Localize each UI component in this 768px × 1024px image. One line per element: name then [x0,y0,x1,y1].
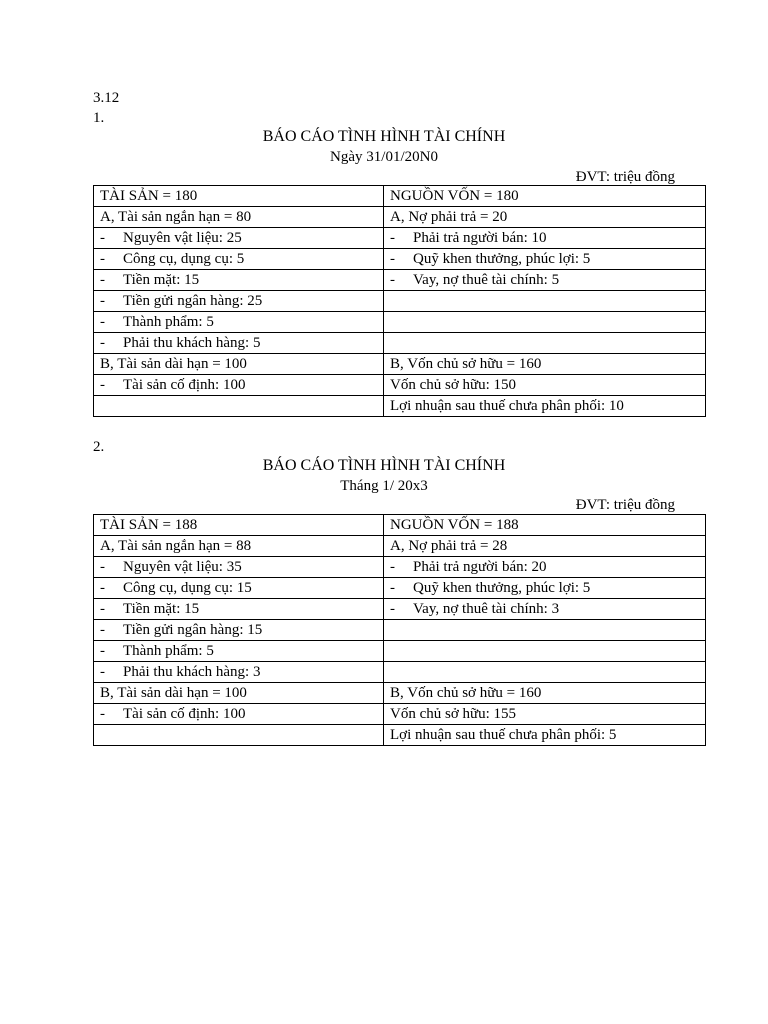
owner-equity: B, Vốn chủ sở hữu = 160 [384,683,706,704]
table-row [94,249,706,270]
table-row [94,228,706,249]
table-row [94,270,706,291]
dash-bullet: - [100,705,105,722]
liabilities: A, Nợ phải trả = 20 [384,207,706,228]
dash-bullet: - [100,334,105,351]
dash-bullet: - [100,579,105,596]
asset-item: Tài sản cố định: 100 [123,376,246,393]
asset-item: Phải thu khách hàng: 3 [123,663,261,680]
asset-item: Tiền mặt: 15 [123,600,200,617]
empty-cell [384,333,706,354]
empty-cell [384,312,706,333]
report-2-balance-table [93,514,706,746]
empty-cell [384,291,706,312]
liability-item: Quỹ khen thưởng, phúc lợi: 5 [413,579,591,596]
table-row [94,186,706,207]
table-row [94,515,706,536]
long-term-assets: B, Tài sản dài hạn = 100 [94,683,384,704]
long-term-assets: B, Tài sản dài hạn = 100 [94,354,384,375]
exercise-number: 3.12 [93,90,120,106]
table-row [94,662,706,683]
equity-item: Lợi nhuận sau thuế chưa phân phối: 5 [384,725,706,746]
dash-bullet: - [100,313,105,330]
report-1-balance-table [93,185,706,417]
dash-bullet: - [100,663,105,680]
table-row [94,725,706,746]
liability-item: Phải trả người bán: 20 [413,558,547,575]
empty-cell [384,641,706,662]
report-1-number: 1. [93,110,105,126]
dash-bullet: - [100,621,105,638]
assets-total: TÀI SẢN = 180 [94,186,384,207]
report-1-unit: ĐVT: triệu đồng [575,169,675,185]
assets-total: TÀI SẢN = 188 [94,515,384,536]
empty-cell [94,396,384,417]
report-1-title: BÁO CÁO TÌNH HÌNH TÀI CHÍNH [262,128,506,145]
dash-bullet: - [390,271,395,288]
asset-item: Thành phẩm: 5 [123,642,214,659]
dash-bullet: - [390,579,395,596]
asset-item: Thành phẩm: 5 [123,313,214,330]
equity-item: Lợi nhuận sau thuế chưa phân phối: 10 [384,396,706,417]
table-row [94,354,706,375]
asset-item: Tài sản cố định: 100 [123,705,246,722]
capital-total: NGUỒN VỐN = 188 [384,515,706,536]
report-2-title: BÁO CÁO TÌNH HÌNH TÀI CHÍNH [262,457,506,474]
dash-bullet: - [390,600,395,617]
dash-bullet: - [100,600,105,617]
asset-item: Công cụ, dụng cụ: 15 [123,579,252,596]
table-row [94,578,706,599]
table-row [94,207,706,228]
liabilities: A, Nợ phải trả = 28 [384,536,706,557]
table-row [94,683,706,704]
table-row [94,291,706,312]
liability-item: Phải trả người bán: 10 [413,229,547,246]
dash-bullet: - [100,376,105,393]
report-2-unit: ĐVT: triệu đồng [575,497,675,513]
asset-item: Nguyên vật liệu: 25 [123,229,242,246]
short-term-assets: A, Tài sản ngắn hạn = 80 [94,207,384,228]
liability-item: Vay, nợ thuê tài chính: 3 [413,600,560,617]
table-row [94,536,706,557]
table-row [94,704,706,725]
asset-item: Tiền mặt: 15 [123,271,200,288]
owner-equity: B, Vốn chủ sở hữu = 160 [384,354,706,375]
dash-bullet: - [100,558,105,575]
liability-item: Vay, nợ thuê tài chính: 5 [413,271,560,288]
asset-item: Tiền gửi ngân hàng: 15 [123,621,263,638]
dash-bullet: - [100,292,105,309]
asset-item: Phải thu khách hàng: 5 [123,334,261,351]
equity-item: Vốn chủ sở hữu: 150 [384,375,706,396]
dash-bullet: - [100,229,105,246]
asset-item: Công cụ, dụng cụ: 5 [123,250,245,267]
dash-bullet: - [100,642,105,659]
table-row [94,312,706,333]
liability-item: Quỹ khen thưởng, phúc lợi: 5 [413,250,591,267]
dash-bullet: - [390,229,395,246]
report-1-date: Ngày 31/01/20N0 [330,149,438,165]
table-row [94,333,706,354]
asset-item: Tiền gửi ngân hàng: 25 [123,292,263,309]
table-row [94,375,706,396]
dash-bullet: - [390,250,395,267]
table-row [94,396,706,417]
empty-cell [384,662,706,683]
empty-cell [384,620,706,641]
report-2-date: Tháng 1/ 20x3 [340,478,428,494]
dash-bullet: - [100,271,105,288]
report-2-number: 2. [93,439,105,455]
short-term-assets: A, Tài sản ngắn hạn = 88 [94,536,384,557]
dash-bullet: - [390,558,395,575]
dash-bullet: - [100,250,105,267]
asset-item: Nguyên vật liệu: 35 [123,558,242,575]
table-row [94,641,706,662]
table-row [94,620,706,641]
empty-cell [94,725,384,746]
equity-item: Vốn chủ sở hữu: 155 [384,704,706,725]
capital-total: NGUỒN VỐN = 180 [384,186,706,207]
table-row [94,557,706,578]
table-row [94,599,706,620]
